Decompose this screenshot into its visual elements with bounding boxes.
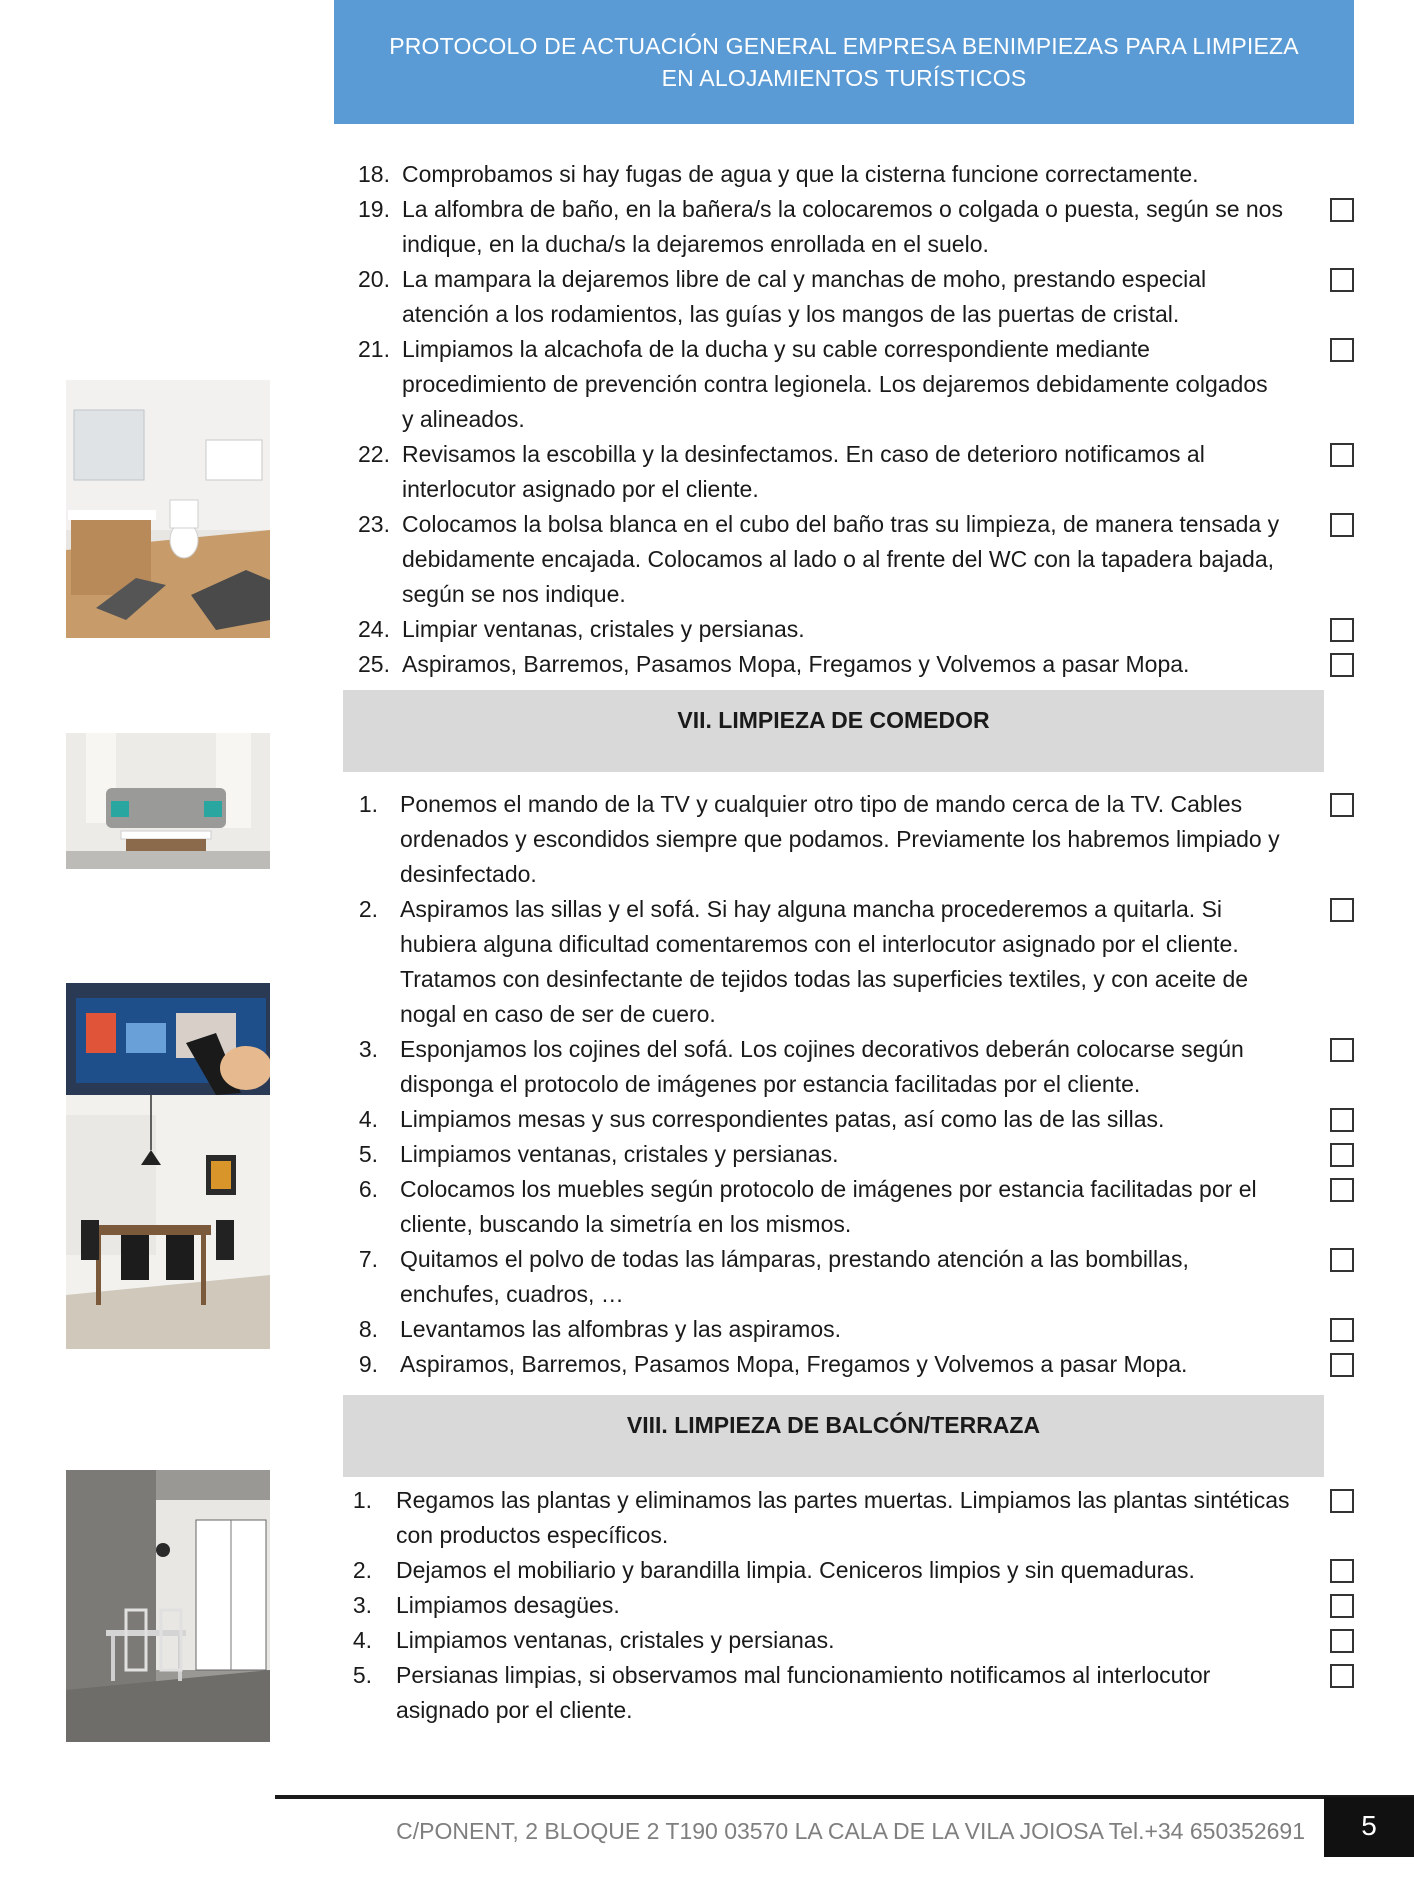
item-text-line: Dejamos el mobiliario y barandilla limpia. Ceniceros limpios y sin quemaduras.	[396, 1557, 1195, 1583]
item-text-line: Revisamos la escobilla y la desinfectamos. En caso de deterioro notificamos al	[402, 441, 1205, 467]
item-checkbox[interactable]	[1330, 1318, 1354, 1342]
item-checkbox[interactable]	[1330, 513, 1354, 537]
item-checkbox[interactable]	[1330, 1559, 1354, 1583]
item-checkbox[interactable]	[1330, 1594, 1354, 1618]
item-text-line: Tratamos con desinfectante de tejidos todas las superficies textiles, y con aceite de	[400, 966, 1249, 992]
item-text-line: Regamos las plantas y eliminamos las partes muertas. Limpiamos las plantas sintéticas	[396, 1487, 1290, 1513]
item-number: 21.	[358, 336, 390, 362]
living-room-photo	[66, 733, 270, 869]
item-checkbox[interactable]	[1330, 1038, 1354, 1062]
item-checkbox[interactable]	[1330, 443, 1354, 467]
item-number: 7.	[358, 1246, 378, 1272]
item-text-line: según se nos indique.	[402, 581, 626, 607]
item-text-line: disponga el protocolo de imágenes por estancia facilitadas por el cliente.	[400, 1071, 1141, 1097]
item-text-line: asignado por el cliente.	[396, 1697, 633, 1723]
item-text-line: procedimiento de prevención contra legionela. Los dejaremos debidamente colgados	[402, 371, 1268, 397]
section-dining-header	[343, 690, 1324, 772]
item-number: 3.	[352, 1592, 372, 1618]
item-text-line: Quitamos el polvo de todas las lámparas, prestando atención a las bombillas,	[400, 1246, 1189, 1272]
item-text-line: con productos específicos.	[396, 1522, 669, 1548]
item-text-line: Aspiramos, Barremos, Pasamos Mopa, Fregamos y Volvemos a pasar Mopa.	[402, 651, 1190, 677]
item-number: 6.	[358, 1176, 378, 1202]
item-text-line: Limpiamos ventanas, cristales y persianas.	[400, 1141, 839, 1167]
item-checkbox[interactable]	[1330, 1629, 1354, 1653]
item-text-line: debidamente encajada. Colocamos al lado o al frente del WC con la tapadera bajada,	[402, 546, 1275, 572]
tv-remote-photo	[66, 983, 270, 1095]
item-text-line: Limpiamos la alcachofa de la ducha y su cable correspondiente mediante	[402, 336, 1150, 362]
item-text-line: indique, en la ducha/s la dejaremos enrollada en el suelo.	[402, 231, 989, 257]
item-number: 1.	[352, 1487, 372, 1513]
item-number: 5.	[358, 1141, 378, 1167]
item-number: 4.	[358, 1106, 378, 1132]
item-text-line: ordenados y escondidos siempre que podamos. Previamente los habremos limpiado y	[400, 826, 1280, 852]
item-text-line: Colocamos los muebles según protocolo de imágenes por estancia facilitadas por el	[400, 1176, 1257, 1202]
item-text-line: atención a los rodamientos, las guías y los mangos de las puertas de cristal.	[402, 301, 1180, 327]
item-checkbox[interactable]	[1330, 1489, 1354, 1513]
item-text-line: Ponemos el mando de la TV y cualquier otro tipo de mando cerca de la TV. Cables	[400, 791, 1243, 817]
item-number: 5.	[352, 1662, 372, 1688]
section-title: VII. LIMPIEZA DE COMEDOR	[677, 707, 990, 733]
item-checkbox[interactable]	[1330, 1248, 1354, 1272]
item-number: 20.	[358, 266, 390, 292]
item-checkbox[interactable]	[1330, 338, 1354, 362]
section-balcony-header	[343, 1395, 1324, 1477]
item-checkbox[interactable]	[1330, 793, 1354, 817]
item-text-line: hubiera alguna dificultad comentaremos con el interlocutor asignado por el cliente.	[400, 931, 1239, 957]
item-checkbox[interactable]	[1330, 618, 1354, 642]
page-number: 5	[1324, 1797, 1414, 1857]
item-text-line: Levantamos las alfombras y las aspiramos.	[400, 1316, 842, 1342]
item-checkbox[interactable]	[1330, 898, 1354, 922]
item-number: 24.	[358, 616, 390, 642]
item-number: 3.	[358, 1036, 378, 1062]
item-text-line: Limpiamos desagües.	[396, 1592, 620, 1618]
item-checkbox[interactable]	[1330, 653, 1354, 677]
footer-rule	[275, 1795, 1414, 1799]
bathroom-photo	[66, 380, 270, 638]
item-number: 22.	[358, 441, 390, 467]
dining-room-photo	[66, 1095, 270, 1349]
item-checkbox[interactable]	[1330, 1108, 1354, 1132]
item-checkbox[interactable]	[1330, 1664, 1354, 1688]
page-header	[334, 0, 1354, 124]
item-text-line: La alfombra de baño, en la bañera/s la colocaremos o colgada o puesta, según se nos	[402, 196, 1283, 222]
item-text-line: Limpiamos ventanas, cristales y persianas.	[396, 1627, 835, 1653]
footer-address: C/PONENT, 2 BLOQUE 2 T190 03570 LA CALA DE LA VILA JOIOSA Tel.+34 650352691	[396, 1818, 1305, 1844]
section-title: VIII. LIMPIEZA DE BALCÓN/TERRAZA	[626, 1412, 1041, 1438]
item-text-line: y alineados.	[402, 406, 525, 432]
header-title: PROTOCOLO DE ACTUACIÓN GENERAL EMPRESA BENIMPIEZAS PARA LIMPIEZA EN ALOJAMIENTOS TURÍSTICOS	[389, 33, 1299, 91]
item-text-line: Persianas limpias, si observamos mal funcionamiento notificamos al interlocutor	[396, 1662, 1211, 1688]
item-number: 2.	[358, 896, 378, 922]
item-text-line: interlocutor asignado por el cliente.	[402, 476, 759, 502]
item-number: 4.	[352, 1627, 372, 1653]
item-checkbox[interactable]	[1330, 268, 1354, 292]
item-text-line: desinfectado.	[400, 861, 537, 887]
item-checkbox[interactable]	[1330, 198, 1354, 222]
item-number: 19.	[358, 196, 390, 222]
item-text-line: Esponjamos los cojines del sofá. Los cojines decorativos deberán colocarse según	[400, 1036, 1244, 1062]
item-number: 2.	[352, 1557, 372, 1583]
item-checkbox[interactable]	[1330, 1143, 1354, 1167]
item-number: 25.	[358, 651, 390, 677]
item-text-line: Limpiar ventanas, cristales y persianas.	[402, 616, 805, 642]
item-text-line: La mampara la dejaremos libre de cal y manchas de moho, prestando especial	[402, 266, 1207, 292]
item-checkbox[interactable]	[1330, 1178, 1354, 1202]
item-number: 18.	[358, 161, 390, 187]
item-number: 9.	[358, 1351, 378, 1377]
item-number: 8.	[358, 1316, 378, 1342]
item-checkbox[interactable]	[1330, 1353, 1354, 1377]
item-text-line: Colocamos la bolsa blanca en el cubo del baño tras su limpieza, de manera tensada y	[402, 511, 1280, 537]
item-text-line: Aspiramos, Barremos, Pasamos Mopa, Fregamos y Volvemos a pasar Mopa.	[400, 1351, 1188, 1377]
terrace-photo	[66, 1470, 270, 1742]
item-number: 1.	[358, 791, 378, 817]
item-text-line: cliente, buscando la simetría en los mismos.	[400, 1211, 852, 1237]
item-number: 23.	[358, 511, 390, 537]
item-text-line: Comprobamos si hay fugas de agua y que la cisterna funcione correctamente.	[402, 161, 1199, 187]
item-text-line: Aspiramos las sillas y el sofá. Si hay alguna mancha procederemos a quitarla. Si	[400, 896, 1223, 922]
item-text-line: nogal en caso de ser de cuero.	[400, 1001, 716, 1027]
item-text-line: enchufes, cuadros, …	[400, 1281, 624, 1307]
item-text-line: Limpiamos mesas y sus correspondientes patas, así como las de las sillas.	[400, 1106, 1165, 1132]
